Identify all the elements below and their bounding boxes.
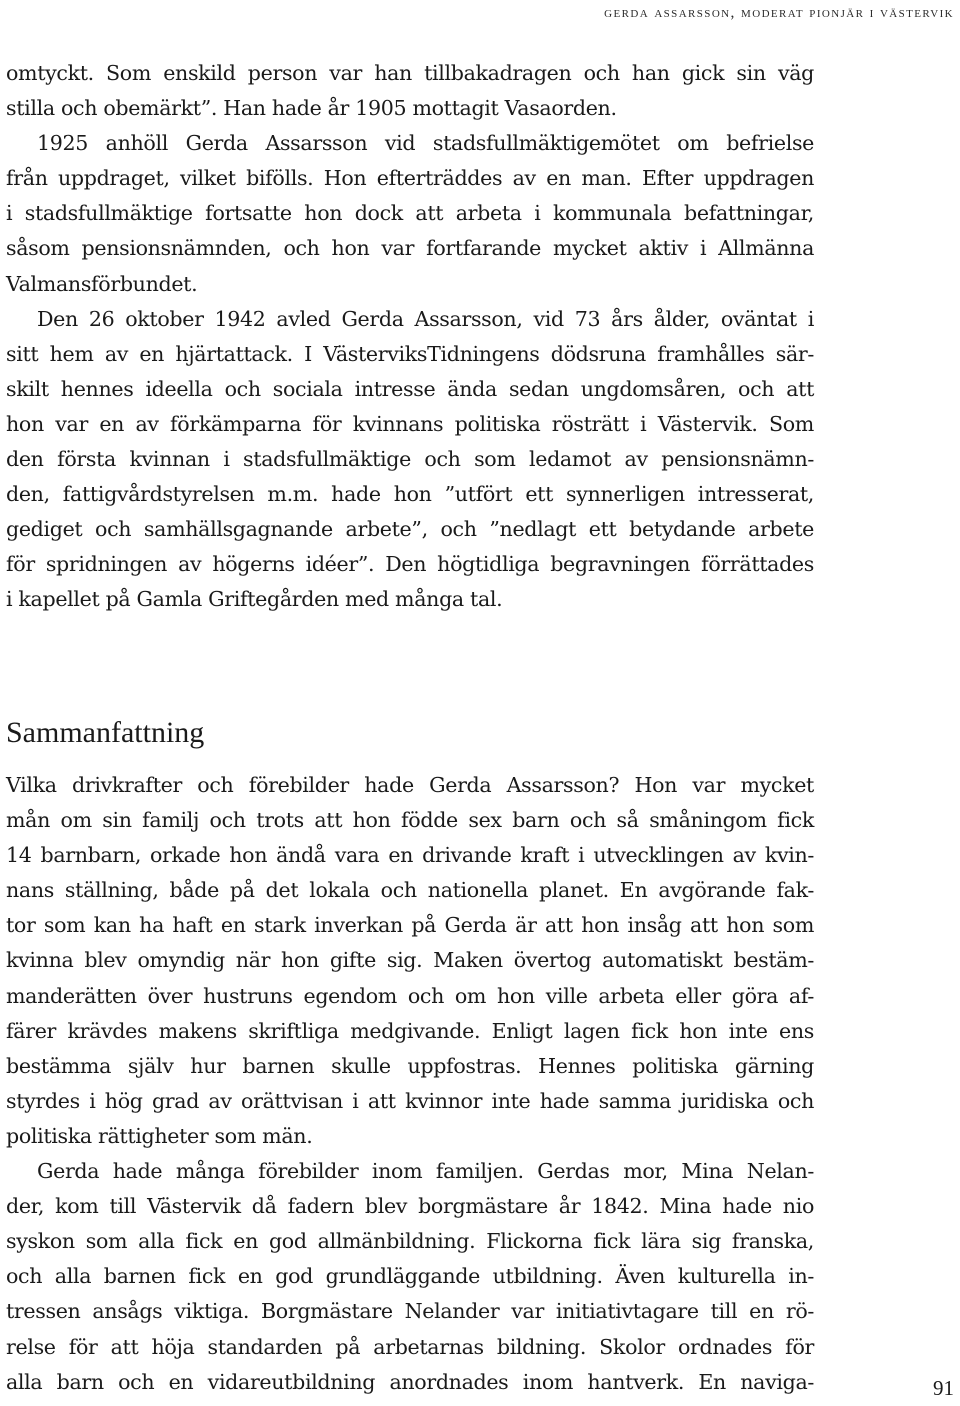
text-line: relse för att höja standarden på arbetarnas bildning. Skolor ordnades för (6, 1334, 814, 1359)
page-number: 91 (933, 1376, 954, 1400)
text-line: den, fattigvårdstyrelsen m.m. hade hon ”utfört ett synnerligen intresserat, (6, 482, 814, 507)
running-head: gerda assarsson, moderat pionjär i västervik (604, 4, 954, 21)
text-line: den första kvinnan i stadsfullmäktige och som ledamot av pensionsnämn- (6, 447, 814, 472)
text-line: 14 barnbarn, orkade hon ändå vara en drivande kraft i utvecklingen av kvin- (6, 843, 814, 868)
text-line: skilt hennes ideella och sociala intresse ända sedan ungdomsåren, och att (6, 376, 814, 401)
text-line: tressen ansågs viktiga. Borgmästare Nelander var initiativtagare till en rö- (6, 1299, 814, 1324)
text-line: syskon som alla fick en god allmänbildning. Flickorna fick lära sig franska, (6, 1229, 814, 1254)
text-line: 1925 anhöll Gerda Assarsson vid stadsfullmäktigemötet om befrielse (37, 131, 814, 156)
section-heading: Sammanfattning (6, 716, 205, 749)
text-line: och alla barnen fick en god grundläggande utbildning. Även kulturella in- (6, 1264, 814, 1289)
text-line: i kapellet på Gamla Griftegården med många tal. (6, 587, 503, 612)
text-line: Valmansförbundet. (6, 271, 198, 296)
text-line: såsom pensionsnämnden, och hon var fortfarande mycket aktiv i Allmänna (6, 236, 814, 261)
text-line: från uppdraget, vilket bifölls. Hon efterträddes av en man. Efter uppdragen (6, 166, 814, 191)
text-line: nans ställning, både på det lokala och nationella planet. En avgörande fak- (6, 878, 814, 903)
text-line: kvinna blev omyndig när hon gifte sig. Maken övertog automatiskt bestäm- (6, 948, 814, 973)
text-line: Den 26 oktober 1942 avled Gerda Assarsson, vid 73 års ålder, oväntat i (37, 306, 814, 331)
text-line: Gerda hade många förebilder inom familjen. Gerdas mor, Mina Nelan- (37, 1159, 814, 1184)
text-line: färer krävdes makens skriftliga medgivande. Enligt lagen fick hon inte ens (6, 1018, 814, 1043)
text-line: stilla och obemärkt”. Han hade år 1905 mottagit Vasaorden. (6, 96, 617, 121)
text-line: styrdes i hög grad av orättvisan i att kvinnor inte hade samma juridiska och (6, 1088, 814, 1113)
text-line: alla barn och en vidareutbildning anordnades inom hantverk. En naviga- (6, 1369, 814, 1394)
text-line: bestämma själv hur barnen skulle uppfostras. Hennes politiska gärning (6, 1053, 814, 1078)
text-line: omtyckt. Som enskild person var han tillbakadragen och han gick sin väg (6, 61, 814, 85)
text-line: Vilka drivkrafter och förebilder hade Gerda Assarsson? Hon var mycket (6, 773, 814, 797)
text-line: politiska rättigheter som män. (6, 1123, 313, 1148)
body-text-section-2 (6, 768, 814, 1400)
text-line: i stadsfullmäktige fortsatte hon dock att arbeta i kommunala befattningar, (6, 201, 814, 226)
text-line: manderätten över hustruns egendom och om hon ville arbeta eller göra af- (6, 983, 814, 1008)
text-line: hon var en av förkämparna för kvinnans politiska rösträtt i Västervik. Som (6, 411, 814, 436)
text-line: för spridningen av högerns idéer”. Den högtidliga begravningen förrättades (6, 552, 814, 577)
body-text-section-1 (6, 56, 814, 618)
text-line: mån om sin familj och trots att hon födde sex barn och så småningom fick (6, 808, 814, 833)
text-line: tor som kan ha haft en stark inverkan på Gerda är att hon insåg att hon som (6, 913, 814, 938)
text-line: gediget och samhällsgagnande arbete”, och ”nedlagt ett betydande arbete (6, 517, 814, 542)
text-line: sitt hem av en hjärtattack. I VästerviksTidningens dödsruna framhålles sär- (6, 341, 814, 366)
text-line: der, kom till Västervik då fadern blev borgmästare år 1842. Mina hade nio (6, 1194, 814, 1219)
